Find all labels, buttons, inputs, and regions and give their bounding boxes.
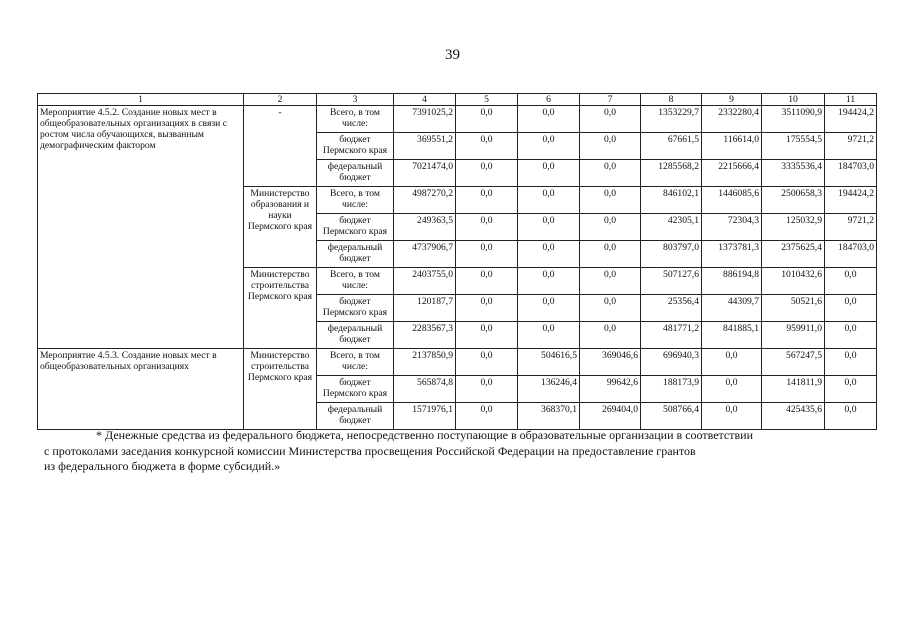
value-cell: 72304,3 — [702, 214, 762, 241]
value-cell: 0,0 — [825, 322, 877, 349]
value-cell: 0,0 — [456, 241, 518, 268]
footnote-line: с протоколами заседания конкурсной комиссии Министерства просвещения Российской Федерации на предоставление грантов — [44, 443, 696, 458]
value-cell: 7391025,2 — [394, 106, 456, 133]
value-cell: 0,0 — [456, 133, 518, 160]
value-cell: 2500658,3 — [762, 187, 825, 214]
value-cell: 25356,4 — [641, 295, 702, 322]
value-cell: 125032,9 — [762, 214, 825, 241]
value-cell: 0,0 — [518, 106, 580, 133]
value-cell: 194424,2 — [825, 106, 877, 133]
value-cell: 2403755,0 — [394, 268, 456, 295]
value-cell: 1010432,6 — [762, 268, 825, 295]
value-cell: 3511090,9 — [762, 106, 825, 133]
column-header: 3 — [317, 94, 394, 106]
value-cell: 0,0 — [580, 214, 641, 241]
value-cell: 0,0 — [580, 241, 641, 268]
value-cell: 481771,2 — [641, 322, 702, 349]
value-cell: 0,0 — [456, 214, 518, 241]
value-cell: 99642,6 — [580, 376, 641, 403]
value-cell: 120187,7 — [394, 295, 456, 322]
executor-cell: Министерство строительства Пермского края — [244, 268, 317, 349]
value-cell: 0,0 — [518, 160, 580, 187]
value-cell: 369551,2 — [394, 133, 456, 160]
value-cell: 959911,0 — [762, 322, 825, 349]
value-cell: 1285568,2 — [641, 160, 702, 187]
executor-cell: Министерство образования и науки Пермского края — [244, 187, 317, 268]
funding-source-cell: бюджет Пермского края — [317, 295, 394, 322]
value-cell: 4737906,7 — [394, 241, 456, 268]
footnote-line: * Денежные средства из федерального бюджета, непосредственно поступающие в образовательные организации в соответствии — [96, 428, 753, 442]
page-number: 39 — [445, 47, 460, 63]
value-cell: 7021474,0 — [394, 160, 456, 187]
value-cell: 0,0 — [456, 295, 518, 322]
funding-source-cell: бюджет Пермского края — [317, 376, 394, 403]
value-cell: 368370,1 — [518, 403, 580, 430]
column-header: 1 — [38, 94, 244, 106]
value-cell: 425435,6 — [762, 403, 825, 430]
value-cell: 0,0 — [518, 133, 580, 160]
value-cell: 0,0 — [518, 241, 580, 268]
value-cell: 1571976,1 — [394, 403, 456, 430]
value-cell: 803797,0 — [641, 241, 702, 268]
value-cell: 2332280,4 — [702, 106, 762, 133]
value-cell: 0,0 — [456, 322, 518, 349]
value-cell: 269404,0 — [580, 403, 641, 430]
value-cell: 1446085,6 — [702, 187, 762, 214]
value-cell: 0,0 — [456, 376, 518, 403]
value-cell: 0,0 — [456, 187, 518, 214]
footnote-line: из федерального бюджета в форме субсидий.» — [44, 459, 281, 473]
value-cell: 50521,6 — [762, 295, 825, 322]
funding-source-cell: Всего, в том числе: — [317, 187, 394, 214]
value-cell: 507127,6 — [641, 268, 702, 295]
value-cell: 0,0 — [702, 403, 762, 430]
value-cell: 565874,8 — [394, 376, 456, 403]
value-cell: 696940,3 — [641, 349, 702, 376]
value-cell: 567247,5 — [762, 349, 825, 376]
value-cell: 2283567,3 — [394, 322, 456, 349]
table-row — [38, 106, 877, 133]
value-cell: 9721,2 — [825, 214, 877, 241]
funding-source-cell: федеральный бюджет — [317, 241, 394, 268]
value-cell: 2215666,4 — [702, 160, 762, 187]
value-cell: 1353229,7 — [641, 106, 702, 133]
value-cell: 0,0 — [518, 187, 580, 214]
value-cell: 0,0 — [580, 133, 641, 160]
value-cell: 136246,4 — [518, 376, 580, 403]
value-cell: 184703,0 — [825, 241, 877, 268]
value-cell: 0,0 — [702, 349, 762, 376]
value-cell: 184703,0 — [825, 160, 877, 187]
value-cell: 116614,0 — [702, 133, 762, 160]
column-header: 4 — [394, 94, 456, 106]
value-cell: 0,0 — [456, 403, 518, 430]
value-cell: 0,0 — [456, 349, 518, 376]
value-cell: 9721,2 — [825, 133, 877, 160]
value-cell: 0,0 — [580, 187, 641, 214]
value-cell: 1373781,3 — [702, 241, 762, 268]
value-cell: 3335536,4 — [762, 160, 825, 187]
column-header: 6 — [518, 94, 580, 106]
column-header: 11 — [825, 94, 877, 106]
executor-cell: - — [244, 106, 317, 187]
value-cell: 0,0 — [456, 160, 518, 187]
value-cell: 0,0 — [580, 322, 641, 349]
value-cell: 0,0 — [580, 268, 641, 295]
value-cell: 0,0 — [456, 106, 518, 133]
value-cell: 4987270,2 — [394, 187, 456, 214]
value-cell: 141811,9 — [762, 376, 825, 403]
value-cell: 44309,7 — [702, 295, 762, 322]
value-cell: 504616,5 — [518, 349, 580, 376]
funding-source-cell: Всего, в том числе: — [317, 349, 394, 376]
value-cell: 0,0 — [518, 214, 580, 241]
value-cell: 2375625,4 — [762, 241, 825, 268]
funding-source-cell: федеральный бюджет — [317, 403, 394, 430]
value-cell: 194424,2 — [825, 187, 877, 214]
value-cell: 0,0 — [580, 160, 641, 187]
budget-table — [37, 93, 877, 430]
value-cell: 0,0 — [456, 268, 518, 295]
funding-source-cell: бюджет Пермского края — [317, 133, 394, 160]
column-header: 2 — [244, 94, 317, 106]
funding-source-cell: Всего, в том числе: — [317, 268, 394, 295]
value-cell: 886194,8 — [702, 268, 762, 295]
funding-source-cell: Всего, в том числе: — [317, 106, 394, 133]
column-header: 9 — [702, 94, 762, 106]
value-cell: 846102,1 — [641, 187, 702, 214]
column-header: 8 — [641, 94, 702, 106]
value-cell: 0,0 — [825, 349, 877, 376]
column-header: 10 — [762, 94, 825, 106]
value-cell: 42305,1 — [641, 214, 702, 241]
value-cell: 0,0 — [518, 268, 580, 295]
value-cell: 0,0 — [825, 295, 877, 322]
table-row — [38, 349, 877, 376]
value-cell: 2137850,9 — [394, 349, 456, 376]
executor-cell: Министерство строительства Пермского края — [244, 349, 317, 430]
value-cell: 0,0 — [825, 376, 877, 403]
value-cell: 67661,5 — [641, 133, 702, 160]
funding-source-cell: федеральный бюджет — [317, 322, 394, 349]
funding-source-cell: бюджет Пермского края — [317, 214, 394, 241]
value-cell: 508766,4 — [641, 403, 702, 430]
value-cell: 188173,9 — [641, 376, 702, 403]
value-cell: 0,0 — [580, 106, 641, 133]
funding-source-cell: федеральный бюджет — [317, 160, 394, 187]
value-cell: 369046,6 — [580, 349, 641, 376]
value-cell: 0,0 — [518, 295, 580, 322]
footnote — [44, 428, 842, 475]
value-cell: 0,0 — [702, 376, 762, 403]
value-cell: 841885,1 — [702, 322, 762, 349]
column-header: 7 — [580, 94, 641, 106]
event-name-cell: Мероприятие 4.5.3. Создание новых мест в общеобразовательных организациях — [38, 349, 244, 430]
value-cell: 0,0 — [580, 295, 641, 322]
value-cell: 0,0 — [518, 322, 580, 349]
event-name-cell: Мероприятие 4.5.2. Создание новых мест в общеобразовательных организациях в связи с ростом числа обучающихся, вызванным демографическим фактором — [38, 106, 244, 349]
value-cell: 175554,5 — [762, 133, 825, 160]
table-header-row — [38, 94, 877, 106]
value-cell: 249363,5 — [394, 214, 456, 241]
column-header: 5 — [456, 94, 518, 106]
value-cell: 0,0 — [825, 403, 877, 430]
value-cell: 0,0 — [825, 268, 877, 295]
